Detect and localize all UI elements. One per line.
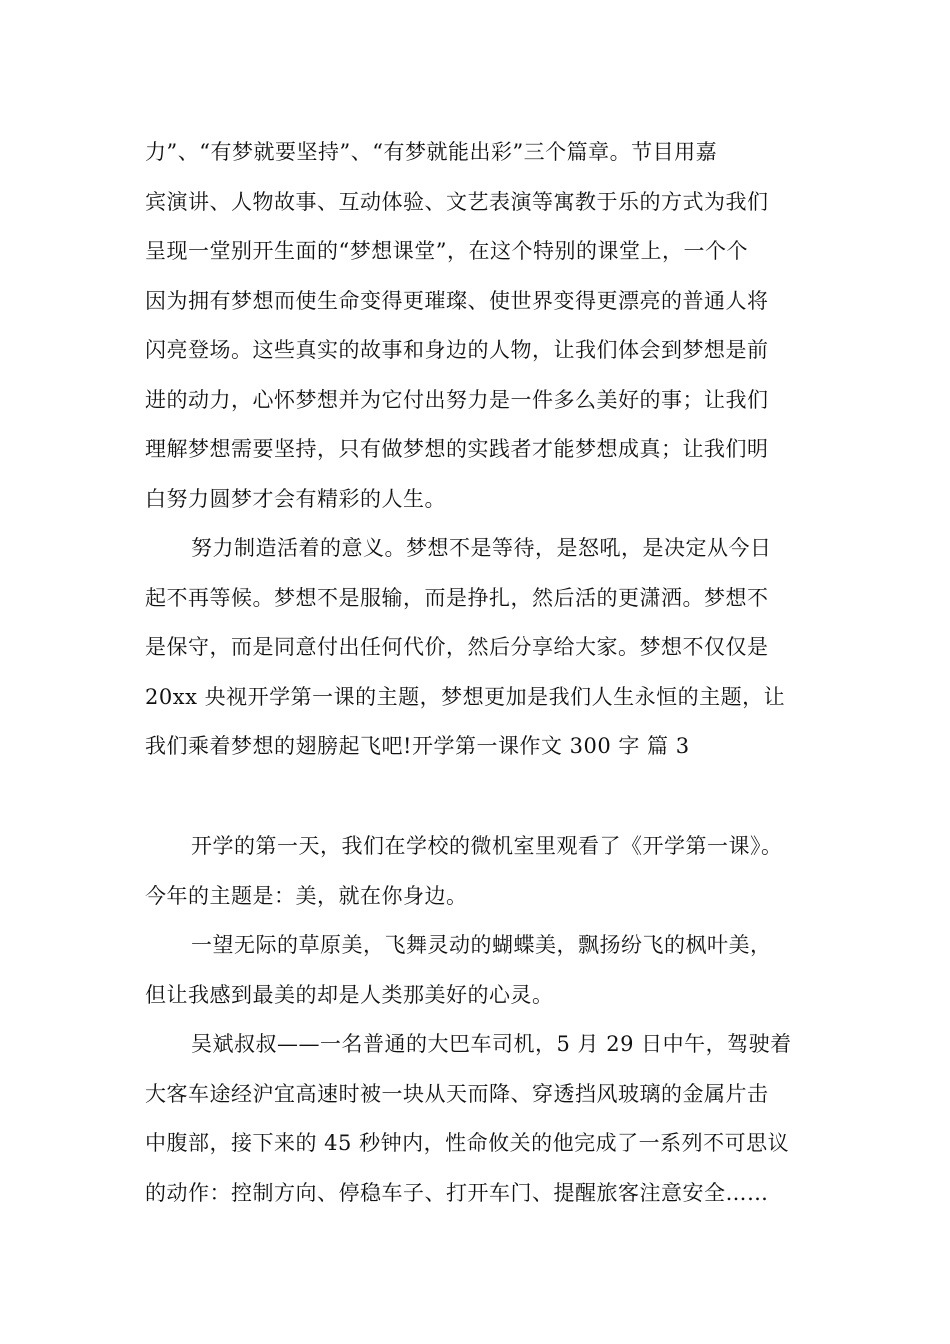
text-line: 但让我感到最美的却是人类那美好的心灵。 xyxy=(145,982,554,1007)
text-line: 的动作：控制方向、停稳车子、打开车门、提醒旅客注意安全…… xyxy=(145,1180,769,1205)
text-line: 白努力圆梦才会有精彩的人生。 xyxy=(145,486,446,511)
text-line: 是保守，而是同意付出任何代价，然后分享给大家。梦想不仅仅是 xyxy=(145,635,769,659)
text-line: 起不再等候。梦想不是服输，而是挣扎，然后活的更潇洒。梦想不 xyxy=(145,585,769,610)
text-line: 20xx 央视开学第一课的主题，梦想更加是我们人生永恒的主题，让 xyxy=(145,684,786,709)
text-section-2 xyxy=(145,822,815,1218)
paragraph-start-line: 吴斌叔叔——一名普通的大巴车司机，5 月 29 日中午，驾驶着 xyxy=(191,1032,792,1056)
text-line: 闪亮登场。这些真实的故事和身边的人物，让我们体会到梦想是前 xyxy=(145,338,769,362)
text-line: 我们乘着梦想的翅膀起飞吧!开学第一课作文 300 字 篇 3 xyxy=(145,734,690,758)
text-line: 中腹部，接下来的 45 秒钟内，性命攸关的他完成了一系列不可思议 xyxy=(145,1131,790,1155)
text-line: 宾演讲、人物故事、互动体验、文艺表演等寓教于乐的方式为我们 xyxy=(145,189,769,214)
paragraph-start-line: 开学的第一天，我们在学校的微机室里观看了《开学第一课》。 xyxy=(191,834,783,858)
text-line: 理解梦想需要坚持，只有做梦想的实践者才能梦想成真；让我们明 xyxy=(145,437,769,461)
paragraph-start-line: 一望无际的草原美，飞舞灵动的蝴蝶美，飘扬纷飞的枫叶美， xyxy=(191,933,772,957)
text-line: 进的动力，心怀梦想并为它付出努力是一件多么美好的事；让我们 xyxy=(145,387,769,412)
text-line: 今年的主题是：美，就在你身边。 xyxy=(145,883,468,908)
text-line: 呈现一堂别开生面的“梦想课堂”，在这个特别的课堂上，一个个 xyxy=(145,239,748,263)
text-section-1 xyxy=(145,128,815,772)
text-line: 力”、“有梦就要坚持”、“有梦就能出彩”三个篇章。节目用嘉 xyxy=(145,140,718,164)
text-line: 因为拥有梦想而使生命变得更璀璨、使世界变得更漂亮的普通人将 xyxy=(145,288,769,313)
text-line: 大客车途经沪宜高速时被一块从天而降、穿透挡风玻璃的金属片击 xyxy=(145,1081,769,1106)
paragraph-start-line: 努力制造活着的意义。梦想不是等待，是怒吼，是决定从今日 xyxy=(191,536,772,560)
